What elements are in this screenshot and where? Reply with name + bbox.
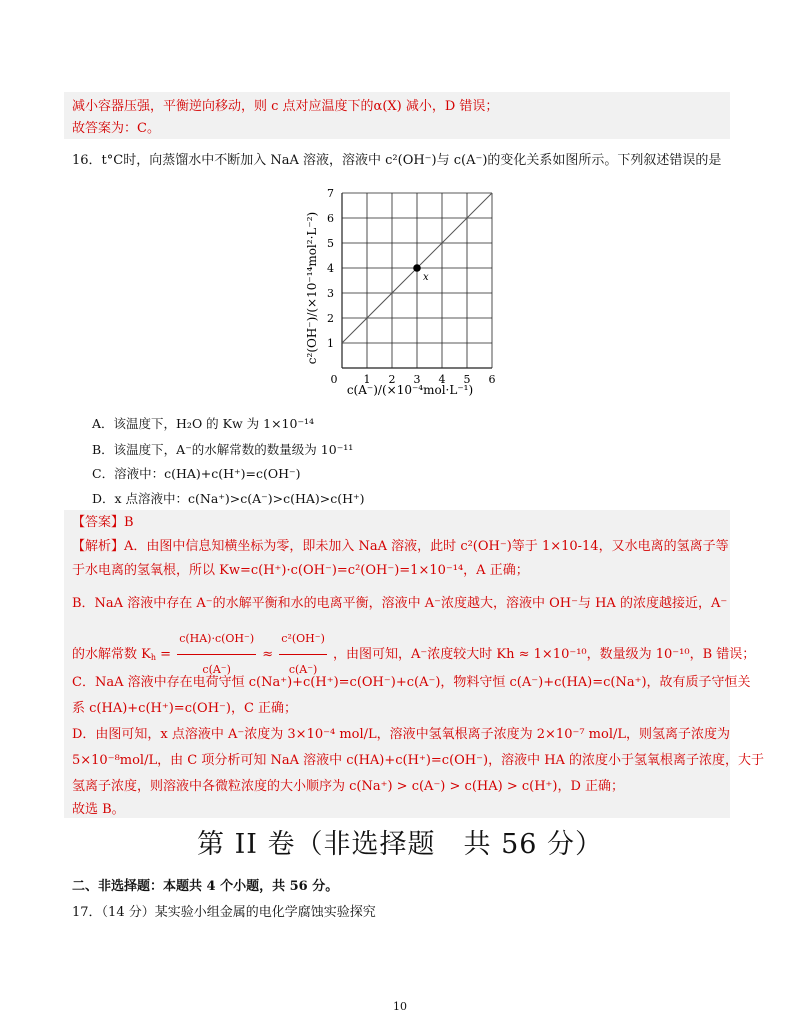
y-tick-label: 1 xyxy=(327,337,334,350)
chart-grid xyxy=(342,193,492,368)
fraction-1-numerator: c(HA)·c(OH⁻) xyxy=(177,624,256,655)
section-2-heading: 二、非选择题：本题共 4 个小题，共 56 分。 xyxy=(72,879,339,894)
section-2-title: 第 II 卷（非选择题 共 56 分） xyxy=(196,829,604,860)
page-number: 10 xyxy=(393,1000,407,1013)
y-axis-label: c²(OH⁻)/(×10⁻¹⁴mol²·L⁻²) xyxy=(305,211,319,365)
option-b: B．该温度下，A⁻的水解常数的数量级为 10⁻¹¹ xyxy=(92,442,354,457)
question-16-stem: 16．t°C时，向蒸馏水中不断加入 NaA 溶液，溶液中 c²(OH⁻)与 c(A⁻)的变化关系如图所示。下列叙述错误的是 xyxy=(72,153,722,168)
option-c: C．溶液中：c(HA)+c(H⁺)=c(OH⁻) xyxy=(92,466,301,481)
fraction-1-denominator: c(A⁻) xyxy=(202,663,231,676)
kh-subscript: h xyxy=(150,653,157,662)
option-a: A．该温度下，H₂O 的 Kw 为 1×10⁻¹⁴ xyxy=(92,416,315,431)
analysis-d-line2: 5×10⁻⁸mol/L，由 C 项分析可知 NaA 溶液中 c(HA)+c(H⁺)=c(OH⁻)，溶液中 HA 的浓度小于氢氧根离子浓度，大于 xyxy=(72,753,765,768)
fraction-2-denominator: c(A⁻) xyxy=(288,663,318,676)
fraction-2-numerator: c²(OH⁻) xyxy=(279,624,327,655)
analysis-b-line1: B．NaA 溶液中存在 A⁻的水解平衡和水的电离平衡，溶液中 A⁻浓度越大，溶液中 OH⁻与 HA 的浓度越接近，A⁻ xyxy=(72,596,728,611)
chart xyxy=(290,180,520,402)
answer-line xyxy=(72,514,134,532)
x-tick-label: 6 xyxy=(488,373,496,386)
analysis-a-line1 xyxy=(72,538,729,556)
analysis-label: 【解析】 xyxy=(72,539,125,554)
analysis-d-line1: D．由图可知，x 点溶液中 A⁻浓度为 3×10⁻⁴ mol/L，溶液中氢氧根离子浓度为 2×10⁻⁷ mol/L，则氢离子浓度为 xyxy=(72,727,731,742)
data-point-label: x xyxy=(423,272,429,283)
x-axis-label: c(A⁻)/(×10⁻⁴mol·L⁻¹) xyxy=(346,383,474,397)
answer-label: 【答案】 xyxy=(72,515,125,530)
analysis-c-line1: C．NaA 溶液中存在电荷守恒 c(Na⁺)+c(H⁺)=c(OH⁻)+c(A⁻)，物料守恒 c(A⁻)+c(HA)=c(Na⁺)，故有质子守恒关 xyxy=(72,675,751,690)
analysis-c-line2: 系 c(HA)+c(H⁺)=c(OH⁻)，C 正确； xyxy=(72,701,298,716)
x-tick-label: 3 xyxy=(413,373,421,386)
x-tick-label: 5 xyxy=(463,373,471,386)
x-tick-label: 1 xyxy=(363,373,371,386)
data-point-x xyxy=(413,264,421,272)
y-tick-label: 2 xyxy=(327,312,334,325)
y-tick-label: 4 xyxy=(327,262,334,275)
option-d: D．x 点溶液中：c(Na⁺)>c(A⁻)>c(HA)>c(H⁺) xyxy=(92,491,365,506)
y-tick-label: 6 xyxy=(327,212,334,225)
analysis-a-text1: A．由图中信息知横坐标为零，即未加入 NaA 溶液，此时 c²(OH⁻)等于 1×10-14，又水电离的氢离子等 xyxy=(124,539,729,554)
y-tick-label: 3 xyxy=(327,287,334,300)
explanation-conclusion: 故答案为：C。 xyxy=(72,121,160,136)
approx-sign: ≈ xyxy=(262,647,278,662)
analysis-b-tail: ，由图可知，A⁻浓度较大时 Kh ≈ 1×10⁻¹⁰，数量级为 10⁻¹⁰，B 错误； xyxy=(333,647,756,662)
analysis-a-line2: 于水电离的氢氧根，所以 Kw=c(H⁺)·c(OH⁻)=c²(OH⁻)=1×10⁻¹⁴，A 正确； xyxy=(72,563,529,578)
analysis-d-line3: 氢离子浓度，则溶液中各微粒浓度的大小顺序为 c(Na⁺) > c(A⁻) > c(HA) > c(H⁺)，D 正确； xyxy=(72,779,625,794)
x-tick-label: 2 xyxy=(388,373,396,386)
equals-sign: = xyxy=(156,647,176,662)
analysis-conclusion: 故选 B。 xyxy=(72,802,125,817)
explanation-line: 减小容器压强，平衡逆向移动，则 c 点对应温度下的α(X) 减小，D 错误； xyxy=(72,99,499,114)
answer-value: B xyxy=(124,515,134,530)
kh-prefix: 的水解常数 K xyxy=(72,647,151,662)
chart-points xyxy=(413,264,429,283)
y-tick-label: 5 xyxy=(327,237,334,250)
chart-ticks xyxy=(327,187,496,386)
question-17-stem: 17．（14 分）某实验小组金属的电化学腐蚀实验探究 xyxy=(72,905,376,920)
x-tick-label: 0 xyxy=(330,373,338,386)
y-tick-label: 7 xyxy=(327,187,334,200)
x-tick-label: 4 xyxy=(438,373,446,386)
